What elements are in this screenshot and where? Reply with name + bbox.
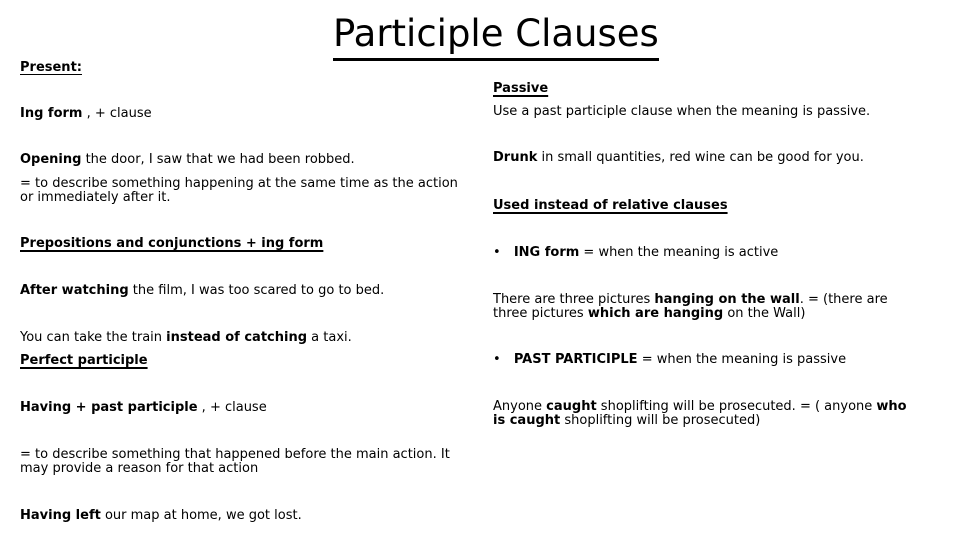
having-rule-term: Having + past participle xyxy=(20,400,198,415)
example-instead-of-term: instead of catching xyxy=(166,330,308,345)
example-caught-mid: shoplifting will be prosecuted. = ( anyone xyxy=(596,399,877,414)
example-pictures-start: There are three pictures xyxy=(493,292,655,307)
before-action-description: = to describe something that happened before the main action. It may provide a reason for that action xyxy=(20,447,450,476)
example-pictures-end: on the Wall) xyxy=(723,306,806,321)
example-pictures-term: hanging on the wall xyxy=(654,292,800,307)
example-opening xyxy=(20,153,355,167)
prepositions-heading: Prepositions and conjunctions + ing form xyxy=(20,236,324,251)
example-drunk xyxy=(493,151,864,165)
same-time-description: = to describe something happening at the same time as the action or immediately after it. xyxy=(20,176,458,205)
example-caught xyxy=(493,400,918,428)
bullet-ing-form-rest: = when the meaning is active xyxy=(579,245,779,260)
bullet-past-participle xyxy=(493,353,846,367)
page-title: Participle Clauses xyxy=(333,12,659,61)
example-caught-term: caught xyxy=(546,399,597,414)
having-rule xyxy=(20,401,267,415)
example-caught-relative: who is caught xyxy=(493,399,907,428)
example-caught-start: Anyone xyxy=(493,399,547,414)
example-having-left xyxy=(20,509,302,523)
bullet-ing-form-term: ING form xyxy=(513,245,580,260)
example-after-watching-term: After watching xyxy=(20,283,129,298)
bullet-past-participle-rest: = when the meaning is passive xyxy=(637,352,847,367)
passive-description: Use a past participle clause when the meaning is passive. xyxy=(493,104,871,119)
example-caught-end: shoplifting will be prosecuted) xyxy=(560,413,761,428)
bullet-past-participle-term: PAST PARTICIPLE xyxy=(513,352,638,367)
ing-form-term: Ing form xyxy=(20,106,83,121)
perfect-participle-heading: Perfect participle xyxy=(20,353,148,368)
present-heading: Present: xyxy=(20,60,82,75)
ing-form-rest: , + clause xyxy=(82,106,152,121)
passive-heading: Passive xyxy=(493,81,549,96)
ing-form-rule xyxy=(20,107,152,121)
having-rule-rest: , + clause xyxy=(197,400,267,415)
example-opening-term: Opening xyxy=(20,152,82,167)
relative-clauses-heading: Used instead of relative clauses xyxy=(493,198,728,213)
example-having-left-rest: our map at home, we got lost. xyxy=(100,508,302,523)
example-after-watching xyxy=(20,284,384,298)
bullet-ing-form xyxy=(493,246,778,260)
example-drunk-term: Drunk xyxy=(493,150,538,165)
example-instead-of-start: You can take the train xyxy=(20,330,167,345)
example-instead-of xyxy=(20,331,352,345)
example-drunk-rest: in small quantities, red wine can be good for you. xyxy=(537,150,864,165)
example-instead-of-end: a taxi. xyxy=(307,330,352,345)
example-pictures-relative: which are hanging xyxy=(587,306,724,321)
example-pictures xyxy=(493,293,918,321)
example-having-left-term: Having left xyxy=(20,508,101,523)
example-pictures-mid: . = (there are three pictures xyxy=(493,292,888,321)
example-opening-rest: the door, I saw that we had been robbed. xyxy=(81,152,355,167)
example-after-watching-rest: the film, I was too scared to go to bed. xyxy=(128,283,385,298)
